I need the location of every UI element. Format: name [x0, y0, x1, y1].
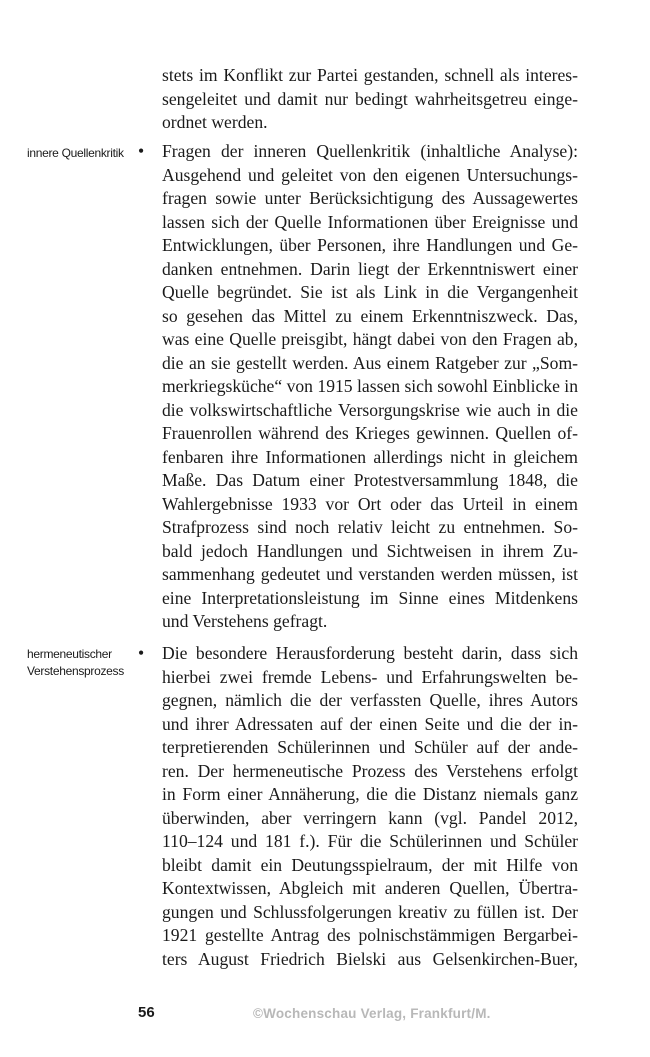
text-line: terpretierenden Schülerinnen und Schüler auf der ande- — [162, 737, 578, 757]
text-line: gegnen, nämlich die der verfassten Quelle, ihres Autors — [162, 690, 578, 710]
text-line: lassen sich der Quelle Informationen über Ereignisse und — [162, 211, 578, 232]
text-line: Fragen der inneren Quellenkritik (inhaltliche Analyse): — [162, 141, 578, 161]
text-line: in Form einer Annäherung, die die Distanz niemals ganz — [162, 784, 578, 804]
margin-note-hermeneutic-process — [27, 646, 135, 680]
text-line: bleibt damit ein Deutungsspielraum, der mit Hilfe von — [162, 854, 578, 875]
text-line: Maße. Das Datum einer Protestversammlung 1848, die — [162, 470, 578, 490]
text-line: sengeleitet und damit nur bedingt wahrheitsgetreu einge- — [162, 88, 578, 109]
margin-note-line: hermeneutischer — [27, 647, 112, 661]
text-line: 110–124 und 181 f.). Für die Schülerinnen und Schüler — [162, 831, 578, 851]
margin-note-line: Verstehensprozess — [27, 664, 124, 678]
paragraph-continuation — [162, 64, 578, 135]
text-line: Die besondere Herausforderung besteht darin, dass sich — [162, 643, 578, 663]
text-line: und Verstehens gefragt. — [162, 611, 328, 631]
text-line: ordnet werden. — [162, 112, 268, 132]
page-number: 56 — [138, 1004, 155, 1021]
text-line: Frauenrollen während des Krieges gewinnen. Quellen of- — [162, 423, 578, 443]
bullet-text-hermeneutic-process — [162, 642, 578, 971]
margin-note-inner-source-criticism: innere Quellenkritik — [27, 146, 124, 160]
text-line: 1921 gestellte Antrag des polnischstämmigen Bergarbei- — [162, 925, 578, 945]
text-line: so gesehen das Mittel zu einem Erkenntniszweck. Das, — [162, 305, 578, 326]
text-line: danken entnehmen. Darin liegt der Erkenntniswert einer — [162, 258, 578, 279]
text-line: fenbaren ihre Informationen allerdings nicht in gleichem — [162, 446, 578, 467]
text-line: überwinden, aber verringern kann (vgl. Pandel 2012, — [162, 807, 578, 828]
bullet-point-1: • — [138, 141, 145, 161]
text-line: fragen sowie unter Berücksichtigung des Aussagewertes — [162, 188, 578, 208]
text-line: Ausgehend und geleitet von den eigenen Untersuchungs- — [162, 164, 578, 185]
text-line: stets im Konflikt zur Partei gestanden, schnell als interes- — [162, 65, 578, 85]
bullet-text-inner-source-criticism — [162, 140, 578, 634]
text-line: Wahlergebnisse 1933 vor Ort oder das Urteil in einem — [162, 493, 578, 514]
text-line: Quelle begründet. Sie ist als Link in die Vergangenheit — [162, 282, 578, 302]
text-line: merkriegsküche“ von 1915 lassen sich sowohl Einblicke in — [162, 376, 578, 396]
bullet-point-2: • — [138, 643, 145, 663]
text-line: Kontextwissen, Abgleich mit anderen Quellen, Übertra- — [162, 878, 578, 898]
text-line: ters August Friedrich Bielski aus Gelsenkirchen-Buer, — [162, 948, 578, 969]
text-line: bald jedoch Handlungen und Sichtweisen in ihrem Zu- — [162, 540, 578, 561]
text-line: ren. Der hermeneutische Prozess des Verstehens erfolgt — [162, 760, 578, 781]
text-line: und ihrer Adressaten auf der einen Seite und die der in- — [162, 713, 578, 734]
text-line: hierbei zwei fremde Lebens- und Erfahrungswelten be- — [162, 666, 578, 687]
text-line: sammenhang gedeutet und verstanden werden müssen, ist — [162, 564, 578, 584]
text-line: Entwicklungen, über Personen, ihre Handlungen und Ge- — [162, 235, 578, 255]
text-line: die volkswirtschaftliche Versorgungskrise wie auch in die — [162, 399, 578, 420]
text-line: gungen und Schlussfolgerungen kreativ zu füllen ist. Der — [162, 901, 578, 922]
text-line: eine Interpretationsleistung im Sinne eines Mitdenkens — [162, 587, 578, 608]
text-line: was eine Quelle preisgibt, hängt dabei von den Fragen ab, — [162, 329, 578, 349]
copyright-watermark: ©Wochenschau Verlag, Frankfurt/M. — [253, 1006, 491, 1021]
text-line: Strafprozess sind noch relativ leicht zu entnehmen. So- — [162, 517, 578, 537]
text-line: die an sie gestellt werden. Aus einem Ratgeber zur „Som- — [162, 352, 578, 373]
